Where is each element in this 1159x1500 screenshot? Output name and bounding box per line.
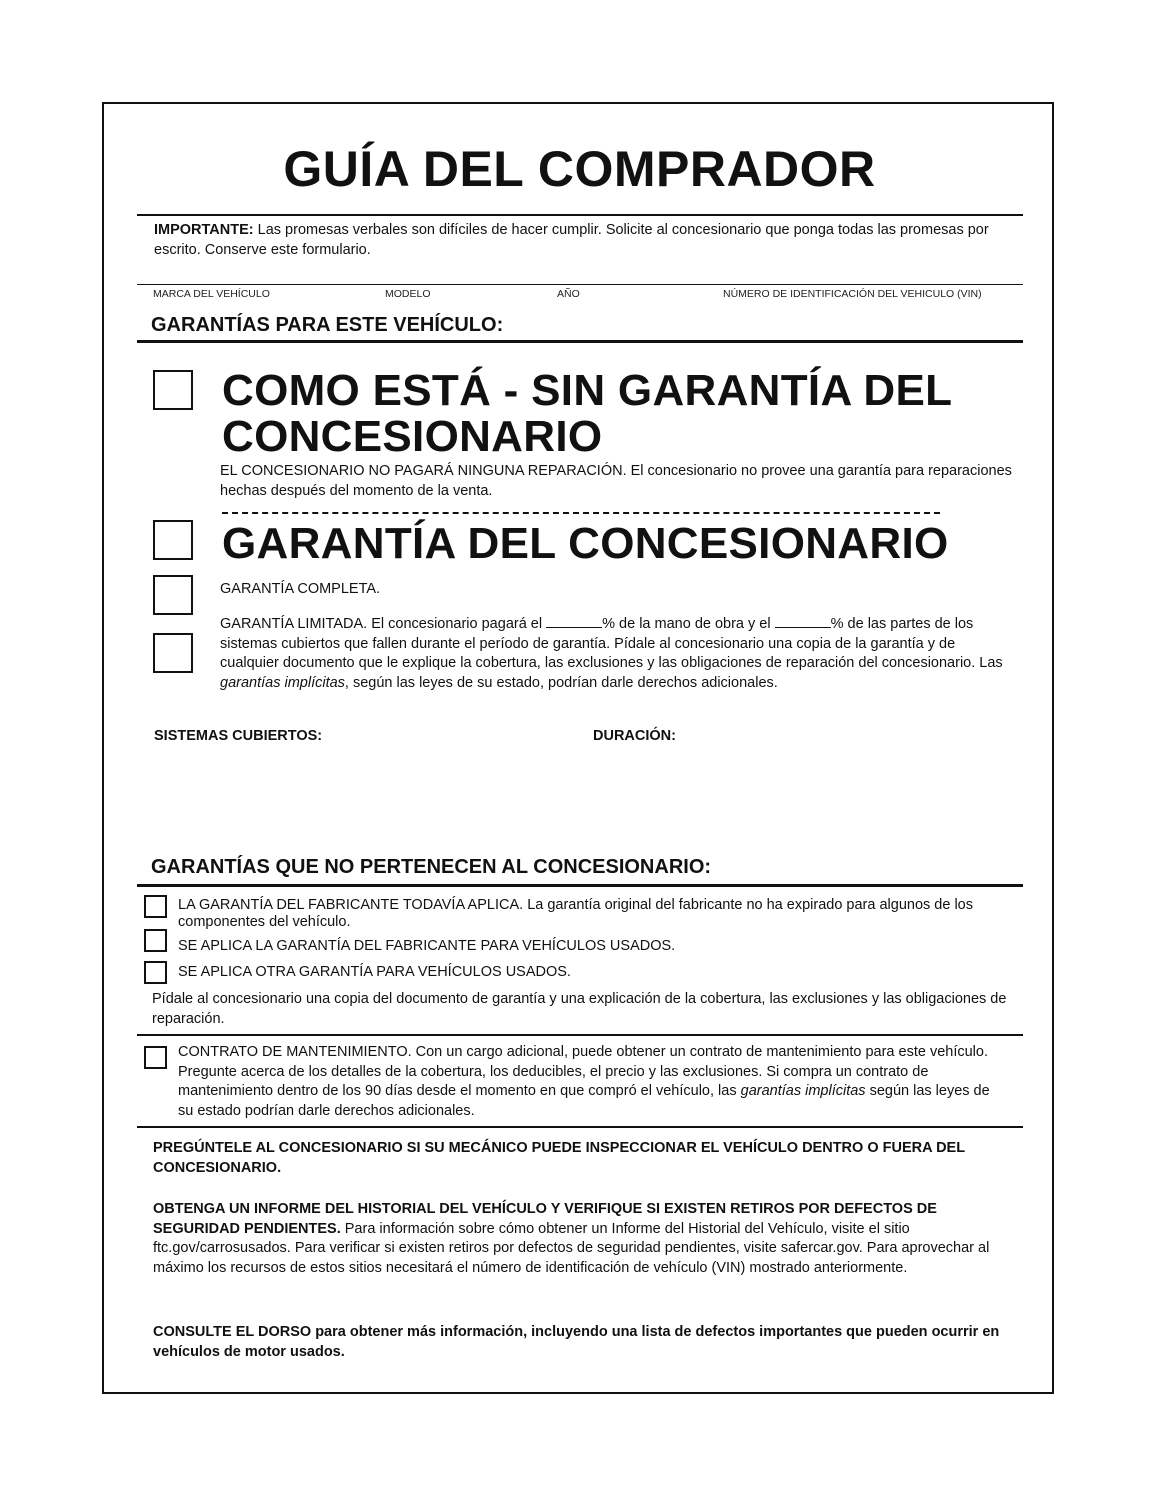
service-contract-checkbox[interactable] xyxy=(144,1046,167,1069)
inspection-note: PREGÚNTELE AL CONCESIONARIO SI SU MECÁNICO PUEDE INSPECCIONAR EL VEHÍCULO DENTRO O FUERA DEL CONCESIONARIO. xyxy=(153,1140,965,1176)
dealer-warranty-checkbox[interactable] xyxy=(153,520,193,560)
divider xyxy=(137,214,1023,216)
labor-percent-blank[interactable] xyxy=(546,615,602,628)
divider xyxy=(137,1126,1023,1128)
service-contract-text xyxy=(178,1043,1008,1121)
other-used-warranty-text: SE APLICA OTRA GARANTÍA PARA VEHÍCULOS USADOS. xyxy=(178,964,571,980)
non-dealer-note: Pídale al concesionario una copia del documento de garantía y una explicación de la cobertura, las exclusiones y las obligaciones de reparación. xyxy=(152,991,1007,1027)
vehicle-history-text: Para información sobre cómo obtener un Informe del Historial del Vehículo, visite el sitio ftc.gov/carrosusados. Para verificar si existen retiros por defectos de seguridad pendientes, visite safercar.gov. Para aprovechar al máximo los recursos de estos sitios necesitará el número de identificación de vehículo (VIN) mostrado anteriormente. xyxy=(153,1220,990,1276)
manufacturer-used-warranty-checkbox[interactable] xyxy=(144,929,167,952)
service-contract-italic: garantías implícitas xyxy=(740,1083,866,1099)
vehicle-history-note xyxy=(153,1200,1013,1278)
parts-percent-blank[interactable] xyxy=(775,615,831,628)
dealer-warranty-heading: GARANTÍA DEL CONCESIONARIO xyxy=(222,519,949,568)
vehicle-history-bold: OBTENGA UN INFORME DEL HISTORIAL DEL VEHÍCULO Y VERIFIQUE SI EXISTEN RETIROS POR DEFECTOS DE SEGURIDAD PENDIENTES. xyxy=(153,1201,937,1237)
as-is-checkbox[interactable] xyxy=(153,370,193,410)
limited-warranty-text-b: % de la mano de obra y el xyxy=(602,616,775,632)
implied-warranties-italic: garantías implícitas xyxy=(220,674,345,691)
non-dealer-warranties-header: GARANTÍAS QUE NO PERTENECEN AL CONCESIONARIO: xyxy=(151,856,712,878)
divider xyxy=(137,884,1023,887)
vehicle-info-line xyxy=(137,284,1023,285)
manufacturer-warranty-text: LA GARANTÍA DEL FABRICANTE TODAVÍA APLICA. La garantía original del fabricante no ha expirado para algunos de los componentes del vehículo. xyxy=(178,897,973,930)
as-is-heading-line1: COMO ESTÁ - SIN GARANTÍA DEL xyxy=(222,366,953,415)
service-contract-text-a: CONTRATO DE MANTENIMIENTO. Con un cargo adicional, puede obtener un contrato de mantenimiento para este vehículo. Pregunte acerca de los detalles de la cobertura, los deducibles, el precio y las exclusiones. Si compra un contrato de mantenimiento dentro de los 90 días desde el momento en que compró el vehículo, las xyxy=(178,1044,988,1099)
limited-warranty-text-c: % de las partes de los sistemas cubiertos que fallen durante el período de garantía. Pídale al concesionario una copia de la garantía y de cualquier documento que le explique la cobertura, las exclusiones y las obligaciones de reparación del concesionario. Las xyxy=(220,616,1003,671)
vehicle-year-label: AÑO xyxy=(557,288,580,300)
as-is-heading-line2: CONCESIONARIO xyxy=(222,412,603,461)
dashed-separator xyxy=(222,512,940,514)
limited-warranty-checkbox[interactable] xyxy=(153,633,193,673)
back-side-bold: CONSULTE EL DORSO xyxy=(153,1324,312,1340)
important-notice xyxy=(154,221,1014,260)
important-text: Las promesas verbales son difíciles de hacer cumplir. Solicite al concesionario que ponga todas las promesas por escrito. Conserve este formulario. xyxy=(154,222,989,258)
limited-warranty-text-a: GARANTÍA LIMITADA. El concesionario pagará el xyxy=(220,616,547,632)
manufacturer-warranty-checkbox[interactable] xyxy=(144,895,167,918)
divider xyxy=(137,340,1023,343)
limited-warranty-text-d: , según las leyes de su estado, podrían darle derechos adicionales. xyxy=(344,674,778,691)
page-title: GUÍA DEL COMPRADOR xyxy=(283,141,876,197)
important-label: IMPORTANTE: xyxy=(154,222,254,238)
divider xyxy=(137,1034,1023,1036)
full-warranty-checkbox[interactable] xyxy=(153,575,193,615)
vehicle-make-label: MARCA DEL VEHÍCULO xyxy=(153,288,270,300)
vehicle-model-label: MODELO xyxy=(385,288,431,300)
vehicle-vin-label: NÚMERO DE IDENTIFICACIÓN DEL VEHICULO (VIN) xyxy=(723,288,982,300)
back-side-note xyxy=(153,1323,1013,1362)
duration-label: DURACIÓN: xyxy=(593,728,676,744)
warranties-header: GARANTÍAS PARA ESTE VEHÍCULO: xyxy=(151,314,504,336)
manufacturer-used-warranty-text: SE APLICA LA GARANTÍA DEL FABRICANTE PARA VEHÍCULOS USADOS. xyxy=(178,938,676,954)
back-side-text: para obtener más información, incluyendo una lista de defectos importantes que pueden ocurrir en vehículos de motor usados. xyxy=(153,1324,1000,1360)
other-used-warranty-checkbox[interactable] xyxy=(144,961,167,984)
as-is-text: EL CONCESIONARIO NO PAGARÁ NINGUNA REPARACIÓN. El concesionario no provee una garantía para reparaciones hechas después del momento de la venta. xyxy=(220,463,1012,499)
full-warranty-label: GARANTÍA COMPLETA. xyxy=(220,581,381,597)
limited-warranty-text xyxy=(220,615,1015,693)
service-contract-text-b: según las leyes de su estado podrían darle derechos adicionales. xyxy=(178,1083,990,1119)
systems-covered-label: SISTEMAS CUBIERTOS: xyxy=(154,728,323,744)
